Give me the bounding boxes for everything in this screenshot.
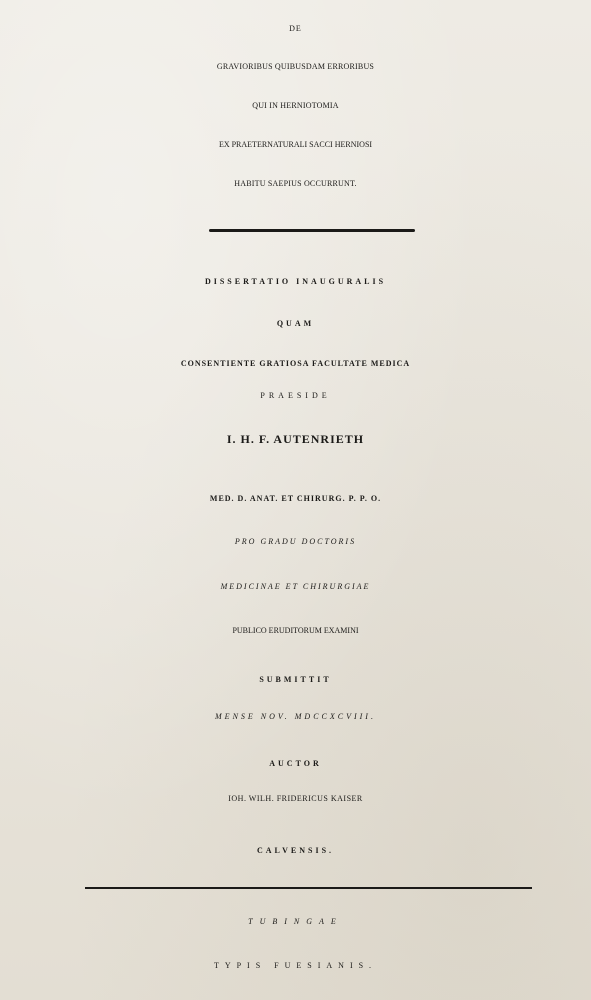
author-label: AUCTOR [269,759,322,768]
imprint-divider [85,887,532,889]
degree-line-2: MEDICINAE ET CHIRURGIAE [220,582,371,591]
title-line-2: GRAVIORIBUS QUIBUSDAM ERRORIBUS [216,62,375,71]
praeside-line: PRAESIDE [260,391,331,400]
title-line-3: QUI IN HERNIOTOMIA [252,101,339,110]
dissertation-heading: DISSERTATIO INAUGURALIS [204,277,387,286]
title-divider [209,229,415,232]
author-origin: CALVENSIS. [256,846,335,855]
date-line: MENSE NOV. MDCCXCVIII. [215,712,376,721]
president-name: I. H. F. AUTENRIETH [226,432,365,446]
president-title: MED. D. ANAT. ET CHIRURG. P. P. O. [209,494,382,503]
faculty-consent-line: CONSENTIENTE GRATIOSA FACULTATE MEDICA [180,359,411,368]
degree-line-3: PUBLICO ERUDITORUM EXAMINI [232,626,359,635]
title-line-1: DE [289,24,302,33]
title-line-5: HABITU SAEPIUS OCCURRUNT. [234,179,357,188]
imprint-place: TUBINGAE [248,917,343,926]
imprint-printer: TYPIS FUESIANIS. [213,961,378,970]
quam-line: QUAM [276,319,315,328]
author-name: IOH. WILH. FRIDERICUS KAISER [228,794,363,803]
degree-line-1: PRO GRADU DOCTORIS [234,537,357,546]
submittit-line: SUBMITTIT [259,675,332,684]
title-line-4: EX PRAETERNATURALI SACCI HERNIOSI [218,140,373,149]
